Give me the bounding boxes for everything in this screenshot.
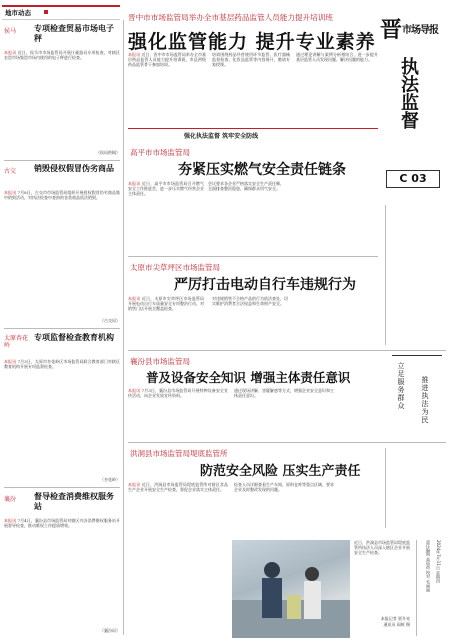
lead-article-body [128,52,378,122]
article-title: 夯紧压实燃气安全责任链条 [178,162,346,178]
byline-label: 本报讯 [128,52,141,57]
article [128,446,446,536]
photo-caption-text: 近日，洪洞县市场监管局堤底监管所执法人员深入辖区企业开展安全生产检查。 [354,540,410,556]
sidebar-item [4,164,120,324]
rail-divider [385,448,386,528]
photo-caption [354,540,410,636]
article-title: 防范安全风险 压实生产责任 [200,464,361,479]
article-col [128,181,204,251]
sidebar-item [4,492,120,634]
rail-divider [385,205,386,345]
article-kicker: 太原市尖草坪区市场监管局 [130,263,220,272]
sidebar-item-place: 古交 [4,168,17,175]
lead-col [212,52,290,122]
article-text: 会议要求各企业严格落实安全生产责任制，全面排查整治隐患，确保群众用气安全。 [208,181,284,192]
sidebar-item-text: 7月8日，古交市市场监管局组织开展侵权假冒伪劣商品集中销毁活动，对执法检查中查扣的各类商品依法销毁。 [4,190,120,201]
sidebar-item-text: 近日，侯马市市场监管局开展计量器具专项检查，对辖区农贸市场集贸市场内使用的电子秤进行检查。 [4,50,120,61]
section-name: 执法监督 [398,57,419,129]
photo-figures [232,540,350,638]
article-text: 近日，高平市市场监管局召开燃气安全工作推进会，进一步压实燃气经营企业主体责任。 [128,181,204,197]
article-col [212,296,288,346]
article-col [208,181,284,251]
sidebar-item-text: 7月4日，襄汾县市场监管局对辖区内各消费维权服务站开展督导检查，推动维权工作提质增效。 [4,518,120,529]
lead-subtitle: 晋中市市场监管局举办全市基层药品监管人员能力提升培训班 [128,13,334,22]
news-photo [232,540,350,638]
photo-credit: 本报记者 贾升亮 [380,616,410,621]
sidebar-item-body [4,190,120,315]
article-col [128,388,228,438]
article-text: 近日，太原市尖草坪区市场监管局开展电动自行车质量安全专项整治行动，对销售门店开展全覆盖检查。 [128,296,204,312]
masthead-logo [380,13,446,53]
byline-label: 本报讯 [4,518,17,523]
sidebar-item-body [4,518,120,626]
rail-slogan [392,355,442,436]
section-label: 地市动态 [5,9,31,17]
sidebar-item-source: （古交局） [100,318,120,323]
article-kicker: 襄汾县市场监管局 [130,357,190,366]
article [128,145,443,253]
byline-label: 本报讯 [128,388,141,393]
sidebar-item-text: 7月3日，太原市杏花岭区市场监管局联合教育部门对辖区教育机构开展专项监督检查。 [4,359,120,370]
byline-label: 本报讯 [4,50,17,55]
sidebar-rule [4,487,120,488]
sidebar-rule [4,160,120,161]
date-strip [416,540,449,636]
sidebar-item-place: 太原杏花岭 [4,335,29,349]
article-kicker: 高平市市场监管局 [130,148,190,157]
article-text: 7月3日，襄汾县市场监管局开展特种设备安全宣传活动，向企业发放宣传资料。 [128,388,228,399]
article-rule [128,256,378,257]
feature-banner-text: 强化执法监督 筑牢安全防线 [184,133,259,140]
lead-text: 培训围绕药品经营使用环节监管、医疗器械监督检查、化妆品监管等内容展开，邀请专家授课。 [212,52,290,68]
page-code: C 03 [386,170,440,188]
lead-col [128,52,206,122]
lead-text: 通过理论讲解与案例分析相结合，进一步提升基层监管人员发现问题、解决问题的能力。 [296,52,378,63]
sidebar-item-source: （侯局供稿） [96,150,120,155]
issue-date: 2024年7月11日 星期四 [436,540,441,584]
article [128,260,378,348]
masthead-char: 晋 [380,17,403,43]
article-col [234,388,334,438]
section-bullet-icon [44,10,48,14]
feature-banner [128,128,378,141]
article-text: 检查人员详细查看生产车间、原料仓库等重点区域，要求企业及时整改发现的问题。 [234,482,334,493]
rail-slogan-sub: 推进执法为民 [421,376,429,424]
sidebar-item-place: 襄汾 [4,496,17,503]
article-text: 通过现场讲解、答疑解惑等方式，增强企业安全意识和主体责任意识。 [234,388,334,399]
byline-label: 本报讯 [4,359,17,364]
rail-slogan-main: 立足服务群众 [397,362,405,410]
byline-label: 本报讯 [128,296,141,301]
article-title: 严厉打击电动自行车违规行为 [174,277,356,293]
byline-label: 本报讯 [4,190,17,195]
article-text: 近日，洪洞县市场监管局堤底监管所对辖区食品生产企业开展安全生产检查，督促企业落实主体责任。 [128,482,228,493]
article-col [128,482,228,532]
sidebar-item-title: 督导检查消费维权服务站 [34,492,114,511]
sidebar-item [4,24,120,156]
byline-label: 本报讯 [128,482,141,487]
lead-text: 近日，晋中市市场监管局举办全市基层药品监管人员能力提升培训班，市县两级药品监管骨干参加培训。 [128,52,206,68]
editor-line: 责任编辑 高雨荷 校对 毛丽丽 [426,540,431,592]
sidebar-item-title: 销毁侵权假冒伪劣商品 [34,164,114,173]
article-kicker: 洪洞县市场监管局堤底监管所 [130,449,228,458]
sidebar-item-body [4,359,120,474]
sidebar-item-body [4,50,120,150]
sidebar-item-title: 专项检查贸易市场电子秤 [34,24,114,43]
article-rule [128,350,446,351]
sidebar-rule [4,328,120,329]
sidebar-item-title: 专项监督检查教育机构 [34,333,114,342]
lead-title: 强化监管能力 提升专业素养 [128,31,376,53]
article-rule [128,442,446,443]
sidebar-item-source: （襄汾局） [100,628,120,633]
sidebar-item-place: 侯马 [4,28,17,35]
sidebar-item [4,333,120,483]
byline-label: 本报讯 [128,181,141,186]
lead-col [296,52,378,122]
photo-credit: 通讯员 阎辉 摄 [383,622,410,627]
section-label-bar [2,5,120,20]
article-title: 普及设备安全知识 增强主体责任意识 [146,370,351,385]
article-text: 对违规销售不合格产品的行为依法查处，切实维护消费者合法权益和生命财产安全。 [212,296,288,307]
sidebar-divider [123,20,124,635]
article-col [128,296,204,346]
sidebar-item-source: （杏花岭） [100,477,120,482]
article-col [234,482,334,532]
masthead-name: 市场导报 [402,25,438,36]
